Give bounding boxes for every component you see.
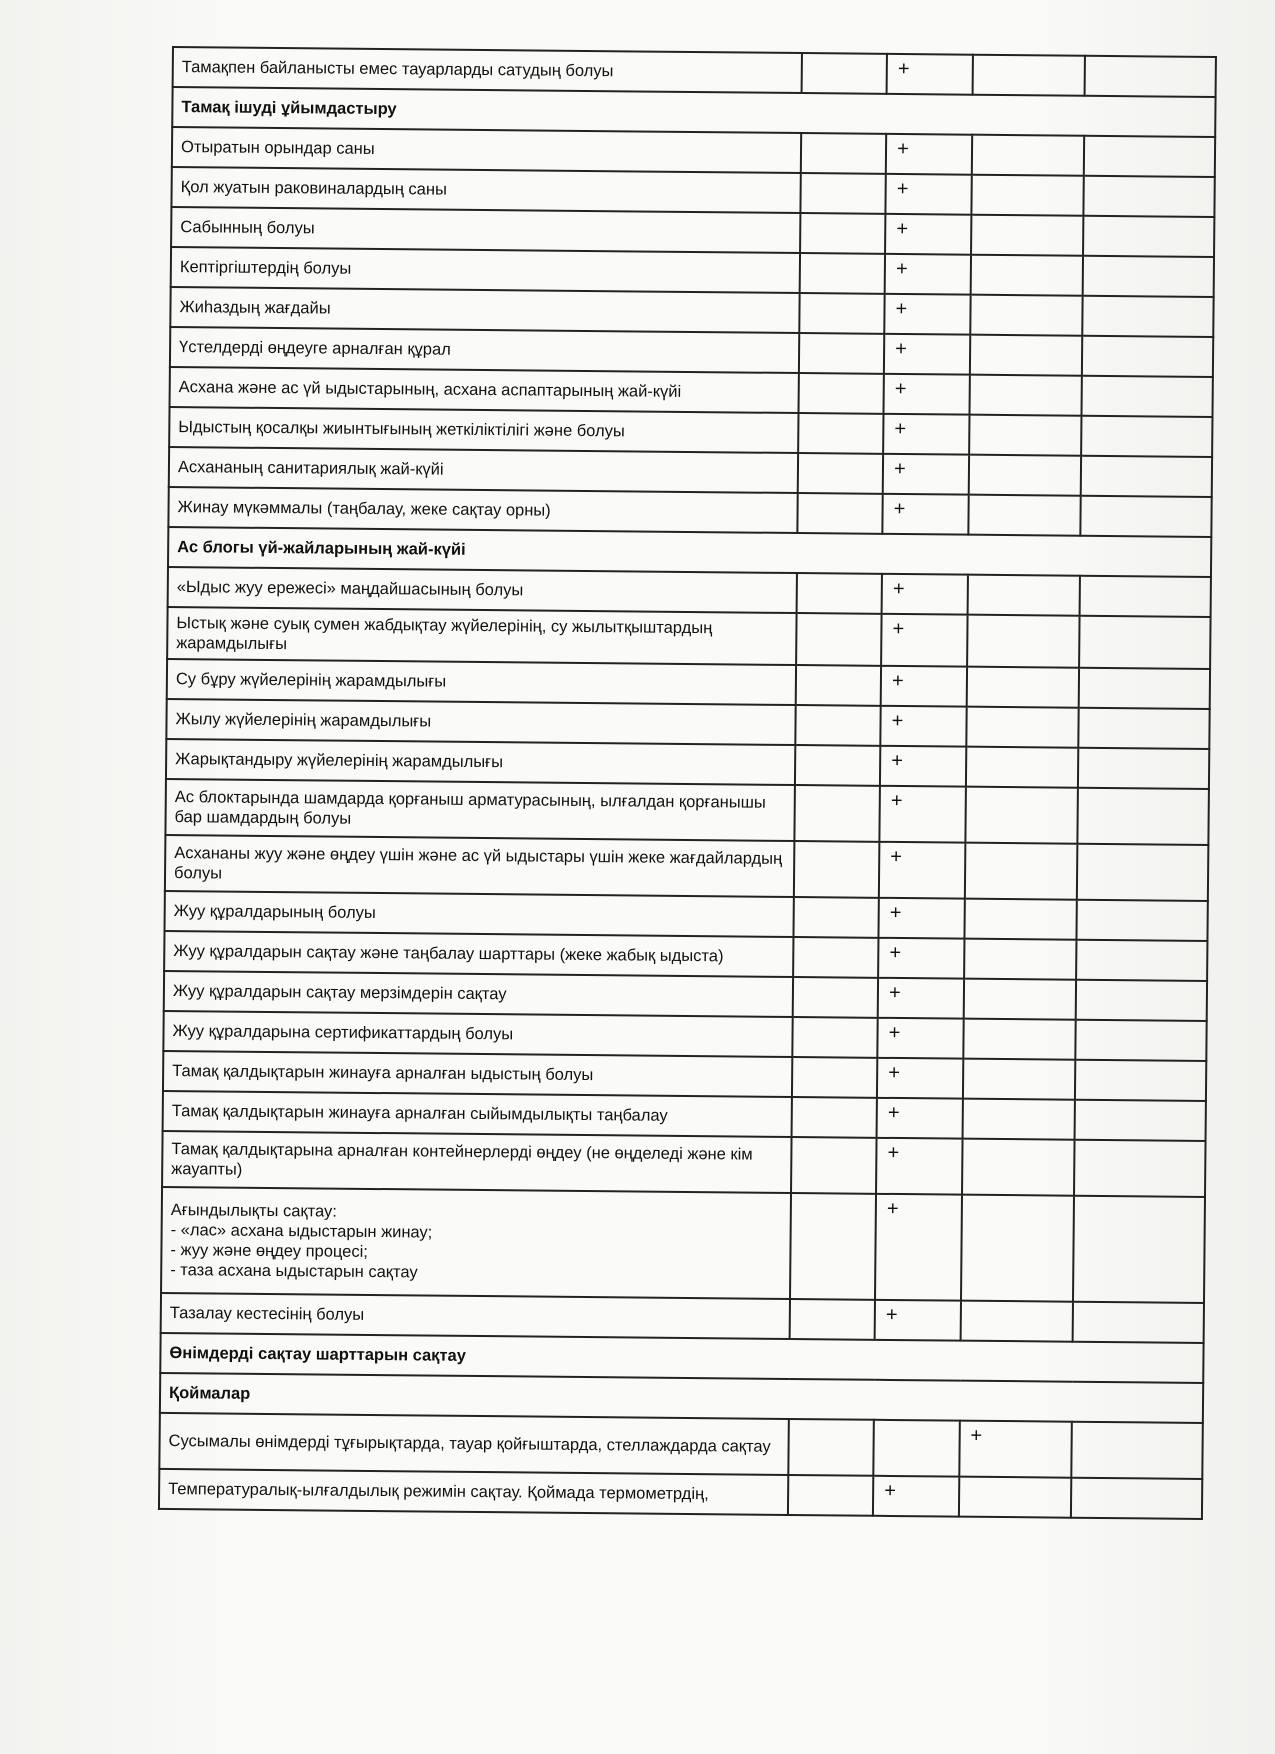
answer-cell	[960, 1301, 1073, 1342]
answer-cell	[1078, 788, 1209, 845]
answer-cell	[970, 255, 1083, 296]
plus-mark: +	[897, 57, 910, 81]
answer-cell	[962, 1099, 1075, 1140]
answer-cell	[1073, 1302, 1204, 1343]
answer-cell	[883, 414, 969, 455]
criterion-label: Жуу құралдарының болуы	[165, 891, 794, 937]
criterion-label: Тамақ қалдықтарын жинауға арналған сыйымдылықты таңбалау	[163, 1091, 792, 1137]
criterion-label: Қол жуатын раковиналардың саны	[171, 167, 800, 213]
answer-cell	[1083, 256, 1214, 297]
answer-cell	[959, 1421, 1072, 1478]
answer-cell	[873, 1420, 959, 1477]
plus-mark: +	[895, 297, 908, 321]
answer-cell	[882, 494, 968, 535]
answer-cell	[876, 1138, 962, 1195]
plus-mark: +	[889, 901, 902, 925]
criterion-label: Үстелдерді өңдеуге арналған құрал	[170, 327, 799, 373]
answer-cell	[879, 842, 965, 899]
criterion-label: Жуу құралдарына сертификаттардың болуы	[163, 1011, 792, 1057]
answer-cell	[789, 1299, 875, 1340]
criterion-label: Жарықтандыру жүйелерінің жарамдылығы	[166, 739, 795, 785]
answer-cell	[798, 373, 884, 414]
answer-cell	[791, 1097, 877, 1138]
answer-cell	[1084, 136, 1215, 177]
answer-cell	[972, 55, 1085, 96]
answer-cell	[965, 787, 1078, 844]
criterion-label: Ыдыстың қосалқы жиынтығының жеткіліктілігі және болуы	[169, 407, 798, 453]
answer-cell	[799, 293, 885, 334]
criterion-label: Жуу құралдарын сақтау және таңбалау шарттары (жеке жабық ыдыста)	[164, 931, 793, 977]
section-title: Қоймалар	[160, 1373, 1203, 1423]
answer-cell	[798, 413, 884, 454]
answer-cell	[878, 978, 964, 1019]
answer-cell	[1082, 336, 1213, 377]
answer-cell	[969, 375, 1082, 416]
plus-mark: +	[891, 709, 904, 733]
answer-cell	[880, 706, 966, 747]
answer-cell	[887, 54, 973, 95]
plus-mark: +	[896, 177, 909, 201]
plus-mark: +	[887, 1141, 900, 1165]
answer-cell	[1075, 1060, 1206, 1101]
answer-cell	[959, 1477, 1072, 1518]
criterion-label: Сусымалы өнімдерді тұғырықтарда, тауар қойғыштарда, стеллаждарда сақтау	[159, 1413, 788, 1475]
plus-mark: +	[885, 1303, 898, 1327]
answer-cell	[972, 135, 1085, 176]
answer-cell	[881, 666, 967, 707]
answer-cell	[886, 134, 972, 175]
plus-mark: +	[890, 845, 903, 869]
answer-cell	[886, 174, 972, 215]
criterion-label: Тамақпен байланысты емес тауарларды сатудың болуы	[173, 47, 802, 93]
criterion-label: Жылу жүйелерінің жарамдылығы	[166, 699, 795, 745]
answer-cell	[963, 1059, 1076, 1100]
answer-cell	[878, 938, 964, 979]
answer-cell	[877, 1058, 963, 1099]
criterion-label: Су бұру жүйелерінің жарамдылығы	[167, 659, 796, 705]
answer-cell	[793, 937, 879, 978]
answer-cell	[969, 415, 1082, 456]
answer-cell	[796, 613, 882, 666]
plus-mark: +	[893, 497, 906, 521]
answer-cell	[792, 977, 878, 1018]
answer-cell	[792, 1017, 878, 1058]
answer-cell	[1079, 668, 1210, 709]
checklist-sheet	[157, 46, 1217, 1648]
answer-cell	[800, 173, 886, 214]
answer-cell	[1080, 576, 1211, 617]
answer-cell	[875, 1194, 962, 1301]
plus-mark: +	[893, 457, 906, 481]
answer-cell	[1078, 748, 1209, 789]
answer-cell	[881, 614, 967, 667]
checklist-table	[158, 46, 1217, 1520]
answer-cell	[962, 1139, 1075, 1196]
answer-cell	[884, 374, 970, 415]
answer-cell	[884, 334, 970, 375]
plus-mark: +	[889, 941, 902, 965]
plus-mark: +	[888, 981, 901, 1005]
plus-mark: +	[888, 1021, 901, 1045]
plus-mark: +	[896, 217, 909, 241]
checklist-row	[162, 1131, 1205, 1197]
answer-cell	[967, 575, 1080, 616]
answer-cell	[1084, 176, 1215, 217]
checklist-row	[165, 779, 1208, 845]
criterion-label: Тазалау кестесінің болуы	[161, 1293, 790, 1339]
criterion-label: Сабынның болуы	[171, 207, 800, 253]
criterion-label: Отыратын орындар саны	[172, 127, 801, 173]
answer-cell	[1076, 1020, 1207, 1061]
criterion-label: Жиһаздың жағдайы	[170, 287, 799, 333]
plus-mark: +	[887, 1101, 900, 1125]
plus-mark: +	[890, 789, 903, 813]
answer-cell	[884, 294, 970, 335]
answer-cell	[970, 335, 1083, 376]
plus-mark: +	[891, 669, 904, 693]
answer-cell	[880, 786, 966, 843]
plus-mark: +	[886, 1197, 899, 1221]
answer-cell	[968, 455, 1081, 496]
answer-cell	[963, 1019, 1076, 1060]
answer-cell	[1076, 980, 1207, 1021]
answer-cell	[793, 897, 879, 938]
answer-cell	[1077, 900, 1208, 941]
criterion-label: Жуу құралдарын сақтау мерзімдерін сақтау	[164, 971, 793, 1017]
checklist-row	[161, 1187, 1205, 1303]
plus-mark: +	[897, 137, 909, 161]
answer-cell	[797, 453, 883, 494]
answer-cell	[964, 939, 1077, 980]
answer-cell	[1071, 1478, 1202, 1519]
answer-cell	[1072, 1422, 1203, 1479]
plus-mark: +	[892, 577, 905, 601]
answer-cell	[1083, 216, 1214, 257]
answer-cell	[787, 1475, 873, 1516]
answer-cell	[795, 705, 881, 746]
answer-cell	[1082, 376, 1213, 417]
answer-cell	[961, 1195, 1075, 1302]
answer-cell	[970, 295, 1083, 336]
answer-cell	[966, 707, 1079, 748]
plus-mark: +	[894, 377, 907, 401]
answer-cell	[875, 1300, 961, 1341]
answer-cell	[794, 785, 880, 842]
answer-cell	[793, 841, 879, 898]
answer-cell	[885, 254, 971, 295]
answer-cell	[788, 1419, 874, 1476]
answer-cell	[1081, 456, 1212, 497]
plus-mark: +	[894, 417, 907, 441]
answer-cell	[877, 1018, 963, 1059]
answer-cell	[1081, 496, 1212, 537]
answer-cell	[965, 843, 1078, 900]
section-title: Тамақ ішуді ұйымдастыру	[172, 87, 1215, 137]
criterion-label: Асхананың санитариялық жай-күйі	[169, 447, 798, 493]
criterion-label: Асхананы жуу және өңдеу үшін және ас үй ыдыстары үшін жеке жағдайлардың болуы	[165, 835, 794, 897]
answer-cell	[971, 175, 1084, 216]
criterion-label: «Ыдыс жуу ережесі» маңдайшасының болуы	[168, 567, 797, 613]
answer-cell	[1074, 1140, 1205, 1197]
answer-cell	[971, 215, 1084, 256]
answer-cell	[1080, 616, 1211, 669]
answer-cell	[968, 495, 1081, 536]
answer-cell	[963, 979, 1076, 1020]
answer-cell	[967, 615, 1080, 668]
answer-cell	[795, 665, 881, 706]
answer-cell	[791, 1137, 877, 1194]
answer-cell	[1075, 1100, 1206, 1141]
checklist-row	[165, 835, 1208, 901]
answer-cell	[880, 746, 966, 787]
answer-cell	[877, 1098, 963, 1139]
criterion-label: Жинау мүкәммалы (таңбалау, жеке сақтау орны)	[168, 487, 797, 533]
criterion-label: Асхана және ас үй ыдыстарының, асхана аспаптарының жай-күйі	[170, 367, 799, 413]
criterion-label: Ыстық және суық сумен жабдықтау жүйелерінің, су жылытқыштардың жарамдылығы	[167, 607, 796, 665]
criterion-label: Тамақ қалдықтарына арналған контейнерлерді өңдеу (не өңделеді және кім жауапты)	[162, 1131, 791, 1193]
answer-cell	[964, 899, 1077, 940]
answer-cell	[800, 213, 886, 254]
answer-cell	[885, 214, 971, 255]
answer-cell	[966, 747, 1079, 788]
answer-cell	[1085, 56, 1216, 97]
plus-mark: +	[895, 257, 908, 281]
section-title: Өнімдерді сақтау шарттарын сақтау	[160, 1333, 1203, 1383]
answer-cell	[1079, 708, 1210, 749]
answer-cell	[1077, 940, 1208, 981]
answer-cell	[1077, 844, 1208, 901]
plus-mark: +	[884, 1479, 897, 1503]
answer-cell	[882, 574, 968, 615]
answer-cell	[797, 493, 883, 534]
answer-cell	[1083, 296, 1214, 337]
criterion-label: Температуралық-ылғалдылық режимін сақтау. Қоймада термометрдің,	[159, 1469, 788, 1515]
criterion-label: Ас блоктарында шамдарда қорғаныш арматурасының, ылғалдан қорғанышы бар шамдардың болуы	[165, 779, 794, 841]
answer-cell	[791, 1057, 877, 1098]
answer-cell	[1073, 1196, 1205, 1303]
answer-cell	[873, 1476, 959, 1517]
answer-cell	[799, 253, 885, 294]
checklist-row	[159, 1413, 1202, 1479]
answer-cell	[883, 454, 969, 495]
answer-cell	[794, 745, 880, 786]
plus-mark: +	[891, 749, 904, 773]
answer-cell	[800, 133, 886, 174]
answer-cell	[801, 53, 887, 94]
answer-cell	[790, 1193, 877, 1300]
criterion-label: Тамақ қалдықтарын жинауға арналған ыдыстың болуы	[163, 1051, 792, 1097]
plus-mark: +	[895, 337, 908, 361]
plus-mark: +	[892, 617, 905, 641]
answer-cell	[879, 898, 965, 939]
answer-cell	[1082, 416, 1213, 457]
criterion-label: Кептіргіштердің болуы	[171, 247, 800, 293]
answer-cell	[798, 333, 884, 374]
answer-cell	[966, 667, 1079, 708]
criterion-label: Ағындылықты сақтау: - «лас» асхана ыдыстарын жинау; - жуу және өңдеу процесі; - таза асхана ыдыстарын сақтау	[161, 1187, 790, 1299]
plus-mark: +	[888, 1061, 901, 1085]
section-title: Ас блогы үй-жайларының жай-күйі	[168, 527, 1211, 577]
plus-mark: +	[970, 1424, 983, 1447]
answer-cell	[796, 573, 882, 614]
